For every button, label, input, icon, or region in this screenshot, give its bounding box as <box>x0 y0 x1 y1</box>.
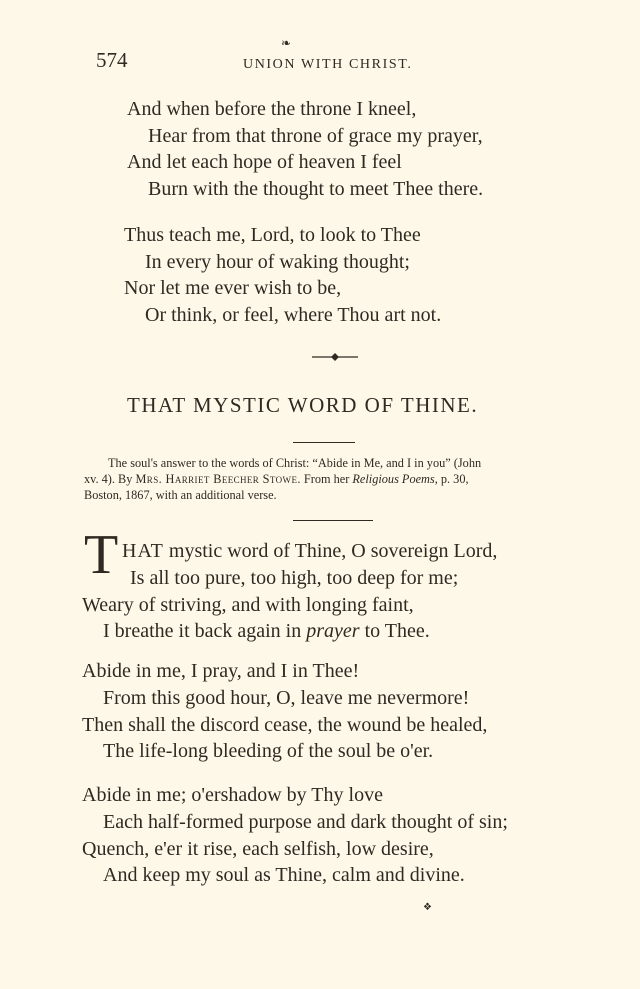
running-head: UNION WITH CHRIST. <box>243 57 413 72</box>
verse-text: to Thee. <box>359 620 430 642</box>
page-number: 574 <box>96 48 128 72</box>
verse-text: mystic word of Thine, O sovereign Lord, <box>163 540 498 562</box>
note-line: The soul's answer to the words of Christ: “Abide in Me, and I in you” (John <box>108 456 482 470</box>
verse-line: Abide in me; o'ershadow by Thy love <box>82 784 383 806</box>
verse-line: Weary of striving, and with longing faint, <box>82 594 414 616</box>
verse-line: Or think, or feel, where Thou art not. <box>145 304 442 326</box>
note-line: Boston, 1867, with an additional verse. <box>84 488 277 502</box>
verse-line: In every hour of waking thought; <box>145 251 410 273</box>
verse-line: And keep my soul as Thine, calm and divine. <box>103 864 465 886</box>
verse-line: And let each hope of heaven I feel <box>127 151 402 173</box>
verse-line: Hear from that throne of grace my prayer, <box>148 125 483 147</box>
note-text: , p. 30, <box>434 472 469 486</box>
note-work-title: Religious Poems <box>352 472 435 486</box>
hymn-title: THAT MYSTIC WORD OF THINE. <box>127 393 479 417</box>
title-rule <box>293 442 355 443</box>
verse-italic: prayer <box>306 620 360 642</box>
verse-text: I breathe it back again in <box>103 620 307 642</box>
verse-line: Abide in me, I pray, and I in Thee! <box>82 660 360 682</box>
verse-line <box>122 538 497 564</box>
end-ornament-icon: ❖ <box>423 902 432 913</box>
verse-line: Then shall the discord cease, the wound be healed, <box>82 714 488 736</box>
verse-line: The life-long bleeding of the soul be o'er. <box>103 740 434 762</box>
verse-line: From this good hour, O, leave me nevermore! <box>103 687 470 709</box>
verse-line: Quench, e'er it rise, each selfish, low desire, <box>82 838 434 860</box>
note-rule <box>293 520 373 521</box>
section-divider-icon <box>310 350 360 364</box>
note-line <box>84 471 580 487</box>
verse-line: Nor let me ever wish to be, <box>124 277 342 299</box>
drop-cap: T <box>84 524 119 586</box>
verse-line: Is all too pure, too high, too deep for me; <box>130 567 459 589</box>
head-ornament-icon: ❧ <box>281 36 292 50</box>
verse-line: Burn with the thought to meet Thee there. <box>148 178 484 200</box>
verse-line <box>103 618 430 644</box>
verse-line: Thus teach me, Lord, to look to Thee <box>124 224 421 246</box>
note-text: From her <box>300 472 353 486</box>
hymn-source-note <box>84 455 580 503</box>
verse-line: Each half-formed purpose and dark thought of sin; <box>103 811 508 833</box>
note-text: xv. 4). By <box>84 472 136 486</box>
verse-line: And when before the throne I kneel, <box>127 98 417 120</box>
note-author: Mrs. Harriet Beecher Stowe. <box>135 472 301 486</box>
verse-lead: HAT <box>122 540 164 562</box>
